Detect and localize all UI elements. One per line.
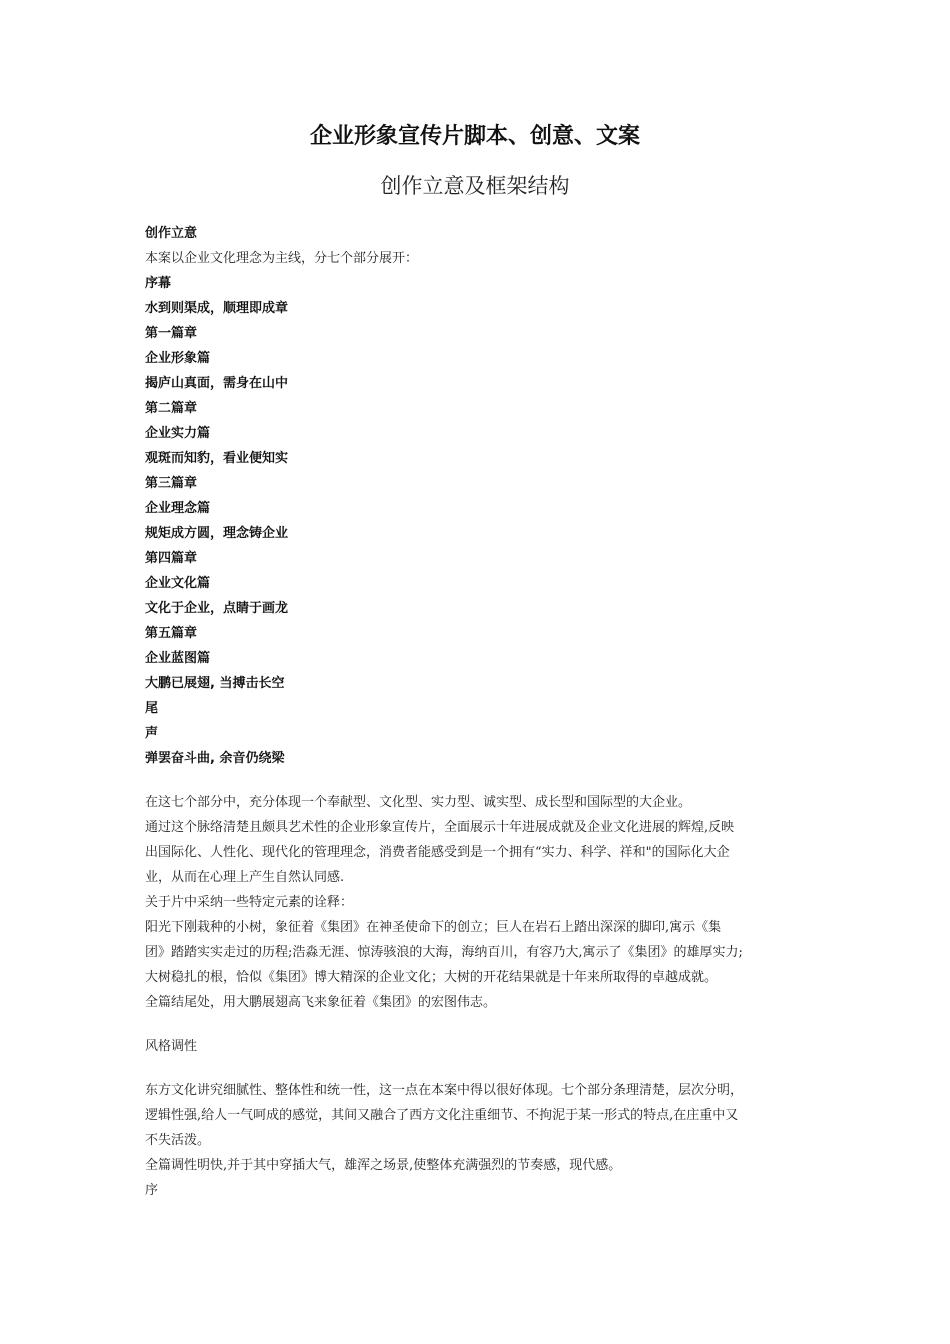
outline-list [145,271,815,771]
document-subtitle: 创作立意及框架结构 [380,174,570,198]
outline-item: 声 [145,726,159,741]
paragraph-line: 大树稳扎的根，恰似《集团》博大精深的企业文化；大树的开花结果就是十年来所取得的卓越成就。 [145,970,718,985]
spacer [145,1015,815,1034]
outline-item: 水到则渠成，顺理即成章 [145,301,289,316]
outline-heading: 创作立意 [145,226,198,241]
outline-item: 企业形象篇 [145,351,211,366]
outline-item: 大鹏已展翅, 当搏击长空 [145,676,285,691]
outline-item: 第一篇章 [145,326,198,341]
intro-text: 本案以企业文化理念为主线，分七个部分展开： [145,251,419,266]
outline-item: 第二篇章 [145,401,198,416]
outline-item: 第三篇章 [145,476,198,491]
outline-item: 第四篇章 [145,551,198,566]
outline-item: 第五篇章 [145,626,198,641]
paragraph-line: 关于片中采纳一些特定元素的诠释： [145,895,354,910]
paragraph-line: 全篇结尾处，用大鹏展翅高飞来象征着《集团》的宏图伟志。 [145,995,497,1010]
paragraph-line: 出国际化、人性化、现代化的管理理念，消费者能感受到是一个拥有“实力、科学、祥和"的国际化大企 [145,845,730,860]
paragraph-line: 团》踏踏实实走过的历程;浩淼无涯、惊涛骇浪的大海，海纳百川，有容乃大,寓示了《集团》的雄厚实力; [145,945,743,960]
spacer [145,1059,815,1078]
outline-item: 企业文化篇 [145,576,211,591]
outline-item: 序幕 [145,276,172,291]
paragraph-line: 业，从而在心理上产生自然认同感. [145,870,345,885]
outline-item: 文化于企业，点睛于画龙 [145,601,289,616]
outline-item: 企业理念篇 [145,501,211,516]
outline-item: 观斑而知豹，看业便知实 [145,451,289,466]
paragraph-line: 东方文化讲究细腻性、整体性和统一性，这一点在本案中得以很好体现。七个部分条理清楚，层次分明， [145,1083,744,1098]
outline-item: 尾 [145,701,159,716]
outline-item: 规矩成方圆，理念铸企业 [145,526,289,541]
style-heading: 风格调性 [145,1039,198,1054]
paragraph-line: 逻辑性强,给人一气呵成的感觉，其间又融合了西方文化注重细节、不拘泥于某一形式的特点,在庄重中又 [145,1108,739,1123]
document-body [145,221,815,1203]
document-title: 企业形象宣传片脚本、创意、文案 [309,124,640,149]
outline-item: 企业实力篇 [145,426,211,441]
section-start-label: 序 [145,1183,159,1198]
outline-item: 弹罢奋斗曲, 余音仍绕梁 [145,751,285,766]
outline-item: 揭庐山真面，需身在山中 [145,376,289,391]
style-paragraph [145,1078,815,1178]
spacer [145,771,815,790]
paragraph-line: 全篇调性明快,并于其中穿插大气，雄浑之场景,使整体充满强烈的节奏感，现代感。 [145,1158,622,1173]
outline-item: 企业蓝图篇 [145,651,211,666]
paragraph-line: 在这七个部分中，充分体现一个奉献型、文化型、实力型、诚实型、成长型和国际型的大企业。 [145,795,692,810]
concept-paragraph [145,790,815,1015]
paragraph-line: 阳光下刚栽种的小树，象征着《集团》在神圣使命下的创立；巨人在岩石上踏出深深的脚印,寓示《集 [145,920,722,935]
paragraph-line: 不失活泼。 [145,1133,211,1148]
paragraph-line: 通过这个脉络清楚且颇具艺术性的企业形象宣传片，全面展示十年进展成就及企业文化进展的辉煌,反映 [145,820,735,835]
